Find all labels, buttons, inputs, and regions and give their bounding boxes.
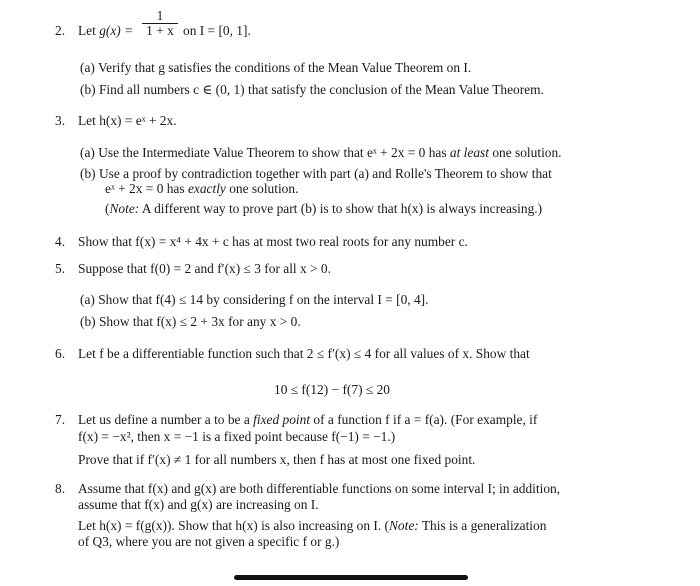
problem-2-fn: g(x) = <box>99 23 134 38</box>
problem-5-text: Suppose that f(0) = 2 and f′(x) ≤ 3 for all x > 0. <box>78 261 331 276</box>
problem-8-line-3-text-1: Let h(x) = f(g(x)). Show that h(x) is also increasing on I. ( <box>78 518 389 533</box>
problem-3-number: 3. <box>55 113 66 128</box>
problem-2-fraction <box>142 9 178 38</box>
problem-7-line-3: Prove that if f′(x) ≠ 1 for all numbers x, then f has at most one fixed point. <box>78 452 476 467</box>
problem-3b-line-2-text-1: eˣ + 2x = 0 has <box>105 181 185 196</box>
problem-3b-text: Use a proof by contradiction together with part (a) and Rolle's Theorem to show that <box>98 166 552 181</box>
problem-2-number: 2. <box>55 23 66 38</box>
fraction-numerator: 1 <box>156 8 164 23</box>
problem-8-line-3-emph: Note: <box>389 518 419 533</box>
problem-7-line-1-text-1: Let us define a number a to be a <box>78 412 250 427</box>
problem-8-line-2: assume that f(x) and g(x) are increasing on I. <box>78 497 319 512</box>
problem-3a <box>80 145 562 161</box>
problem-5b <box>80 314 301 330</box>
problem-7-line-2: f(x) = −x², then x = −1 is a fixed point because f(−1) = −1.) <box>78 429 396 444</box>
problem-3a-text-1: Use the Intermediate Value Theorem to show that eˣ + 2x = 0 has <box>98 145 447 160</box>
problem-3b-line-1 <box>80 166 552 182</box>
problem-6-display-equation: 10 ≤ f(12) − f(7) ≤ 20 <box>274 382 390 397</box>
problem-4-text: Show that f(x) = x⁴ + 4x + c has at most two real roots for any number c. <box>78 234 468 249</box>
problem-7-line-1-text-2: of a function f if a = f(a). (For example, if <box>313 412 538 427</box>
problem-3b-line-2 <box>105 181 298 197</box>
home-indicator[interactable] <box>234 575 468 580</box>
problem-2b-label: (b) <box>80 82 96 97</box>
problem-6-text: Let f be a differentiable function such that 2 ≤ f′(x) ≤ 4 for all values of x. Show that <box>78 346 530 361</box>
problem-3b-line-2-emph: exactly <box>187 181 226 196</box>
problem-7-line-1-emph: fixed point <box>253 412 311 427</box>
problem-2-lead <box>78 23 133 39</box>
problem-5-number: 5. <box>55 261 66 276</box>
problem-7-line-1 <box>78 412 537 428</box>
problem-5b-label: (b) <box>80 314 96 329</box>
problem-6-number: 6. <box>55 346 66 361</box>
problem-2-lead-text: Let <box>78 23 96 38</box>
problem-3b-note-label: Note: <box>109 201 140 216</box>
problem-5a <box>80 292 429 308</box>
problem-5a-text: Show that f(4) ≤ 14 by considering f on the interval I = [0, 4]. <box>98 292 429 307</box>
problem-8-line-1: Assume that f(x) and g(x) are both differentiable functions on some interval I; in addition, <box>78 481 561 496</box>
problem-3b-note-text: A different way to prove part (b) is to show that h(x) is always increasing.) <box>141 201 543 216</box>
problem-4-number: 4. <box>55 234 66 249</box>
problem-3a-text-2: one solution. <box>492 145 562 160</box>
problem-2b-text: Find all numbers c ∈ (0, 1) that satisfy the conclusion of the Mean Value Theorem. <box>98 82 544 97</box>
problem-2a <box>80 60 471 76</box>
problem-3a-label: (a) <box>80 145 95 160</box>
problem-5a-label: (a) <box>80 292 95 307</box>
problem-8-number: 8. <box>55 481 66 496</box>
problem-2a-text: Verify that g satisfies the conditions of the Mean Value Theorem on I. <box>97 60 472 75</box>
problem-3b-line-2-text-2: one solution. <box>229 181 299 196</box>
problem-5b-text: Show that f(x) ≤ 2 + 3x for any x > 0. <box>98 314 301 329</box>
problem-8-line-3 <box>78 518 546 534</box>
problem-3b-note: (Note: A different way to prove part (b) is to show that h(x) is always increasing.) <box>105 201 543 216</box>
problem-8-line-3-text-2: This is a generalization <box>421 518 547 533</box>
problem-3a-emph: at least <box>449 145 489 160</box>
problem-2b <box>80 82 544 98</box>
problem-2-domain: on I = [0, 1]. <box>183 23 251 38</box>
problem-2a-label: (a) <box>80 60 95 75</box>
problem-7-number: 7. <box>55 412 66 427</box>
problem-3-text: Let h(x) = eˣ + 2x. <box>78 113 177 128</box>
problem-8-line-4: of Q3, where you are not given a specific f or g.) <box>78 534 340 549</box>
fraction-denominator: 1 + x <box>146 23 174 38</box>
problem-3b-label: (b) <box>80 166 96 181</box>
